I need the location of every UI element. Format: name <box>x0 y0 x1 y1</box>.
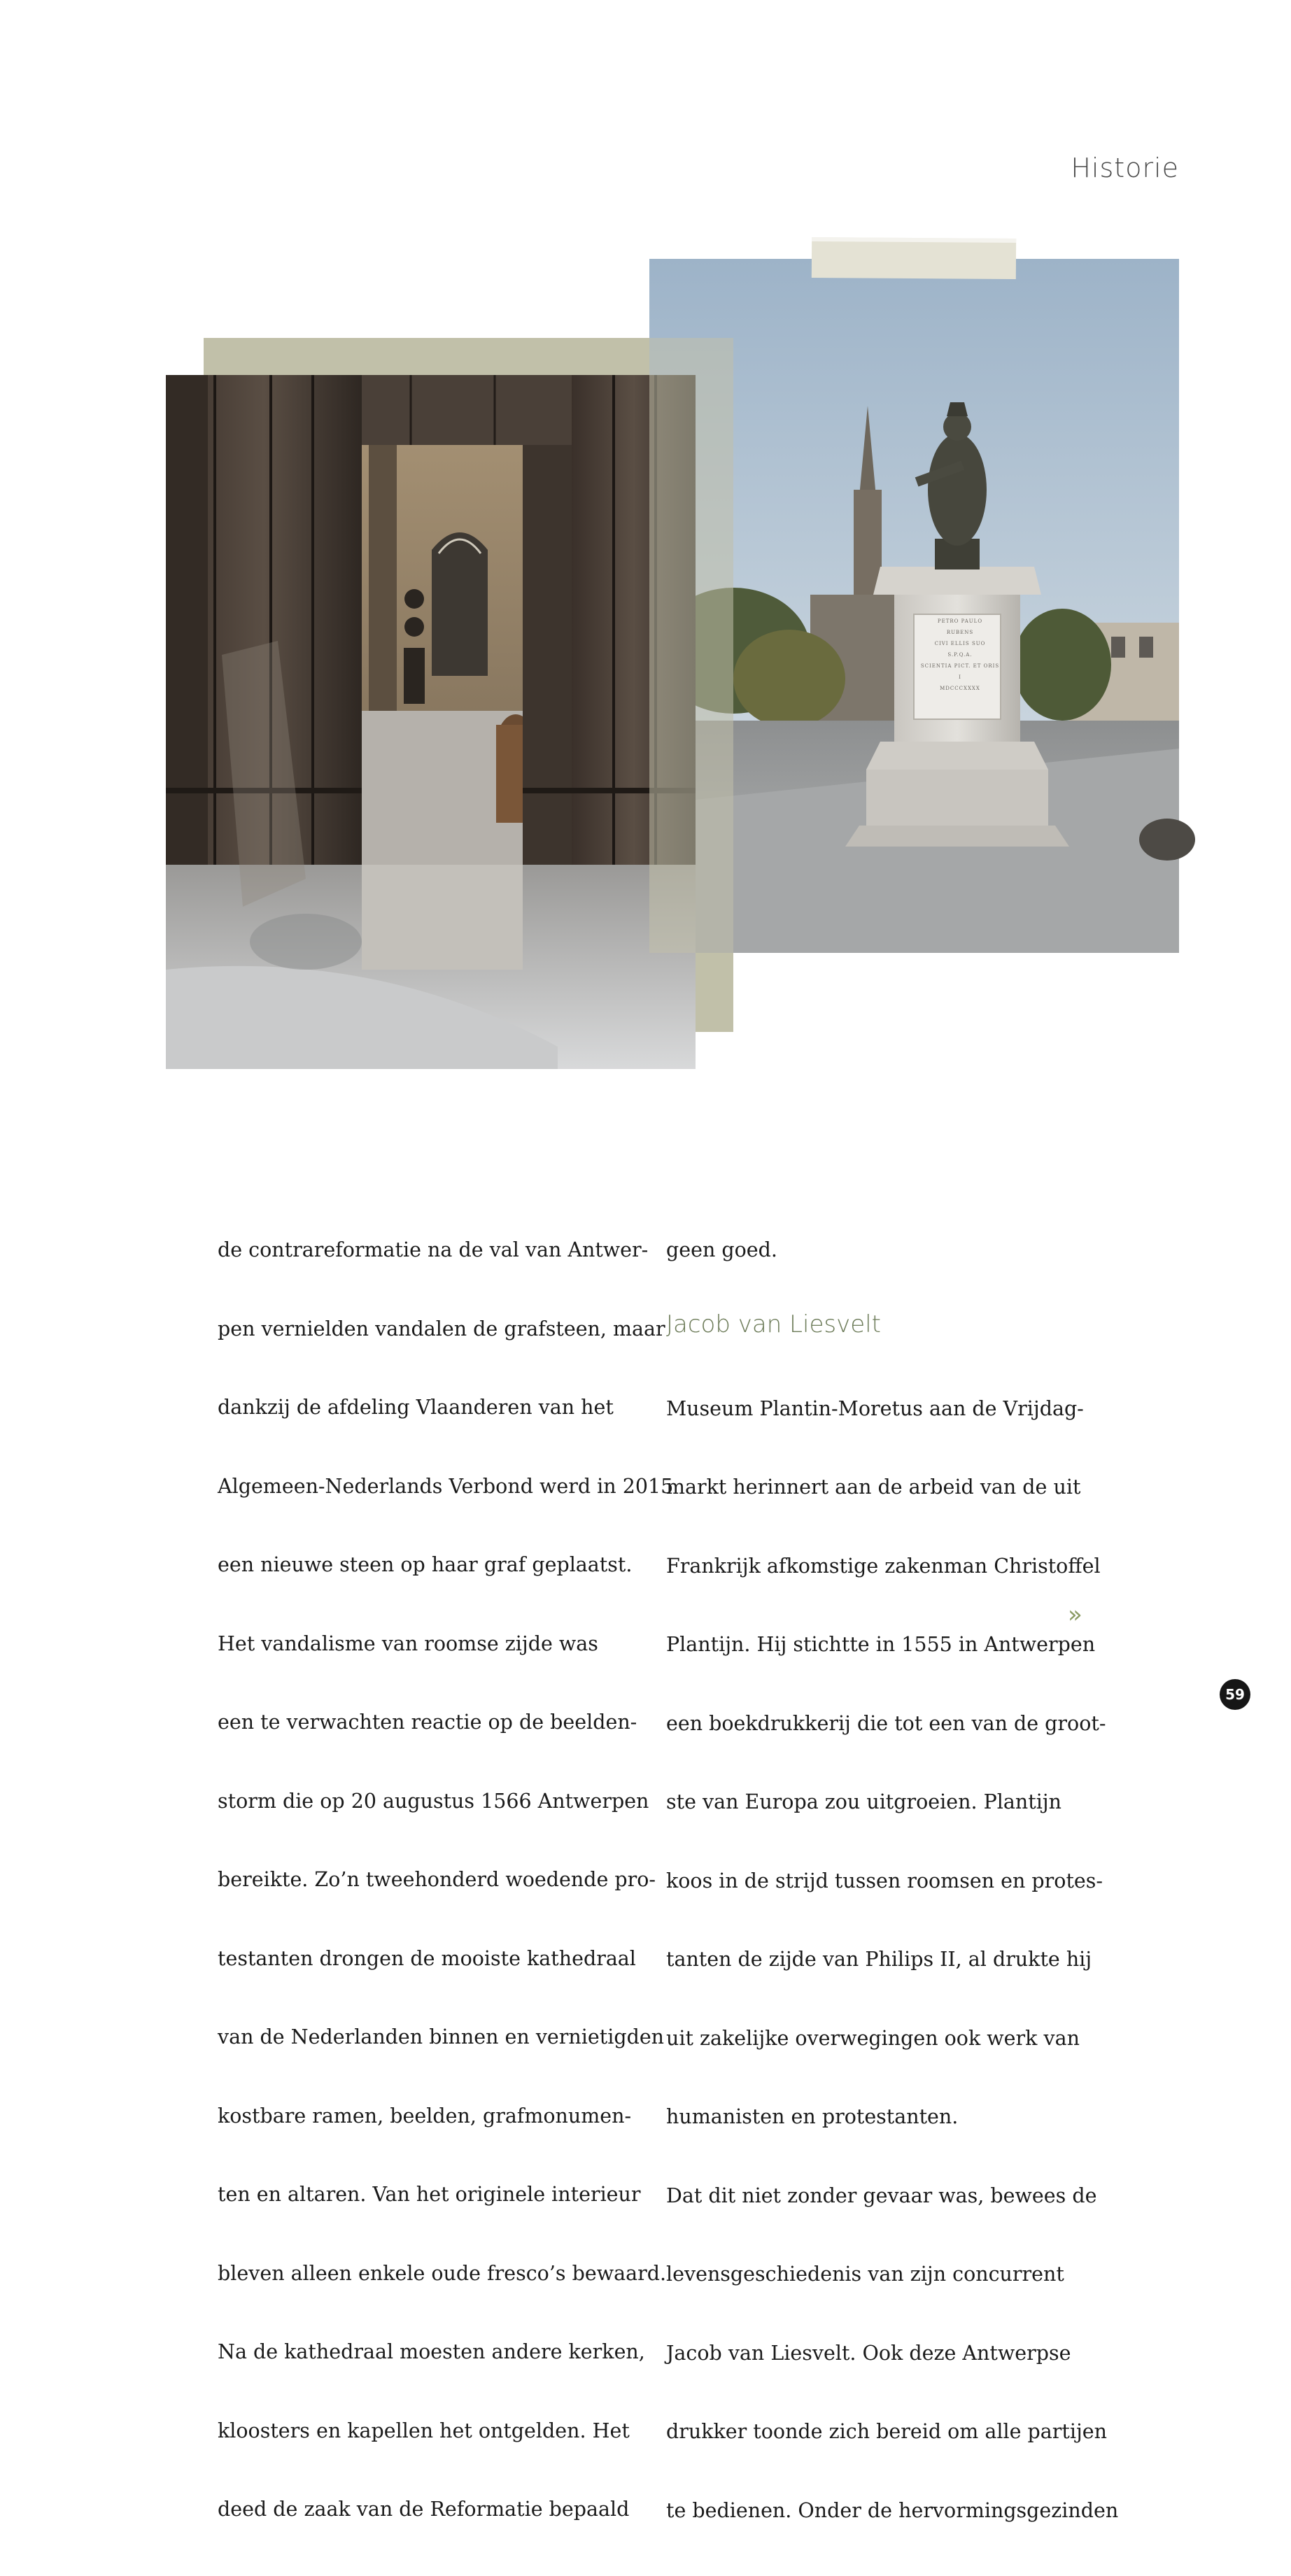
body-line: ste van Europa zou uitgroeien. Plantijn <box>666 1790 1062 1813</box>
body-line: een nieuwe steen op haar graf geplaatst. <box>218 1553 633 1576</box>
body-line: levensgeschiedenis van zijn concurrent <box>666 2263 1064 2286</box>
body-line: uit zakelijke overwegingen ook werk van <box>666 2026 1080 2050</box>
article-right-column <box>666 1184 1119 2576</box>
statue-inscription <box>917 616 1003 694</box>
page-number: 59 <box>1220 1679 1250 1710</box>
body-line: te bedienen. Onder de hervormingsgezinden <box>666 2498 1119 2522</box>
body-line: een te verwachten reactie op de beelden- <box>218 1711 637 1734</box>
washi-tape <box>812 237 1016 279</box>
statue-photo-illustration <box>649 259 1179 953</box>
body-line: Frankrijk afkomstige zakenman Christoffel <box>666 1554 1101 1578</box>
article-left-column <box>218 1184 674 2575</box>
body-line: deed de zaak van de Reformatie bepaald <box>218 2498 630 2521</box>
body-line: pen vernielden vandalen de grafsteen, maar <box>218 1317 665 1340</box>
inscription-line: PETRO PAULO <box>937 618 983 624</box>
body-line: bereikte. Zo’n tweehonderd woedende pro- <box>218 1868 656 1891</box>
body-line: Plantijn. Hij stichtte in 1555 in Antwerpen <box>666 1633 1096 1656</box>
continue-arrow-icon: » <box>1068 1601 1082 1629</box>
inscription-line: SCIENTIA PICT. ET ORIS <box>920 663 1000 669</box>
body-line: Dat dit niet zonder gevaar was, bewees de <box>666 2184 1097 2207</box>
body-line: kloosters en kapellen het ontgelden. Het <box>218 2419 630 2442</box>
section-header: Historie <box>1071 153 1179 183</box>
subheading: Jacob van Liesvelt <box>666 1310 881 1338</box>
inscription-line: S.P.Q.A. <box>947 652 973 658</box>
body-line: Algemeen-Nederlands Verbond werd in 2015 <box>218 1474 674 1498</box>
body-line: ten en altaren. Van het originele interieur <box>218 2183 641 2206</box>
body-line: storm die op 20 augustus 1566 Antwerpen <box>218 1789 649 1813</box>
body-line: markt herinnert aan de arbeid van de uit <box>666 1475 1081 1499</box>
accent-block-bottom <box>696 953 733 1032</box>
statue-photo <box>649 259 1179 953</box>
inscription-line: MDCCCXXXX <box>940 686 980 691</box>
body-line: humanisten en protestanten. <box>666 2105 959 2128</box>
inscription-line: I <box>959 674 961 680</box>
body-line: koos in de strijd tussen roomsen en protes- <box>666 1869 1103 1892</box>
body-line: Museum Plantin-Moretus aan de Vrijdag- <box>666 1396 1084 1420</box>
door-photo <box>166 375 696 1069</box>
body-line: dankzij de afdeling Vlaanderen van het <box>218 1396 614 1419</box>
body-line: testanten drongen de mooiste kathedraal <box>218 1946 636 1970</box>
inscription-line: RUBENS <box>946 630 974 635</box>
body-line: geen goed. <box>666 1238 777 1261</box>
body-line: Jacob van Liesvelt. Ook deze Antwerpse <box>666 2341 1071 2365</box>
inscription-line: CIVI ELLIS SUO <box>934 641 986 646</box>
body-line: Het vandalisme van roomse zijde was <box>218 1632 598 1655</box>
body-line: Na de kathedraal moesten andere kerken, <box>218 2340 645 2363</box>
body-line: van de Nederlanden binnen en vernietigden <box>218 2025 665 2048</box>
body-line: kostbare ramen, beelden, grafmonumen- <box>218 2104 632 2128</box>
body-line: drukker toonde zich bereid om alle partijen <box>666 2420 1108 2443</box>
body-line: tanten de zijde van Philips II, al drukte hij <box>666 1948 1092 1971</box>
body-line: de contrareformatie na de val van Antwer- <box>218 1238 649 1261</box>
door-photo-illustration <box>166 375 696 1069</box>
body-line: bleven alleen enkele oude fresco’s bewaard. <box>218 2261 666 2285</box>
body-line: een boekdrukkerij die tot een van de groot- <box>666 1711 1106 1735</box>
